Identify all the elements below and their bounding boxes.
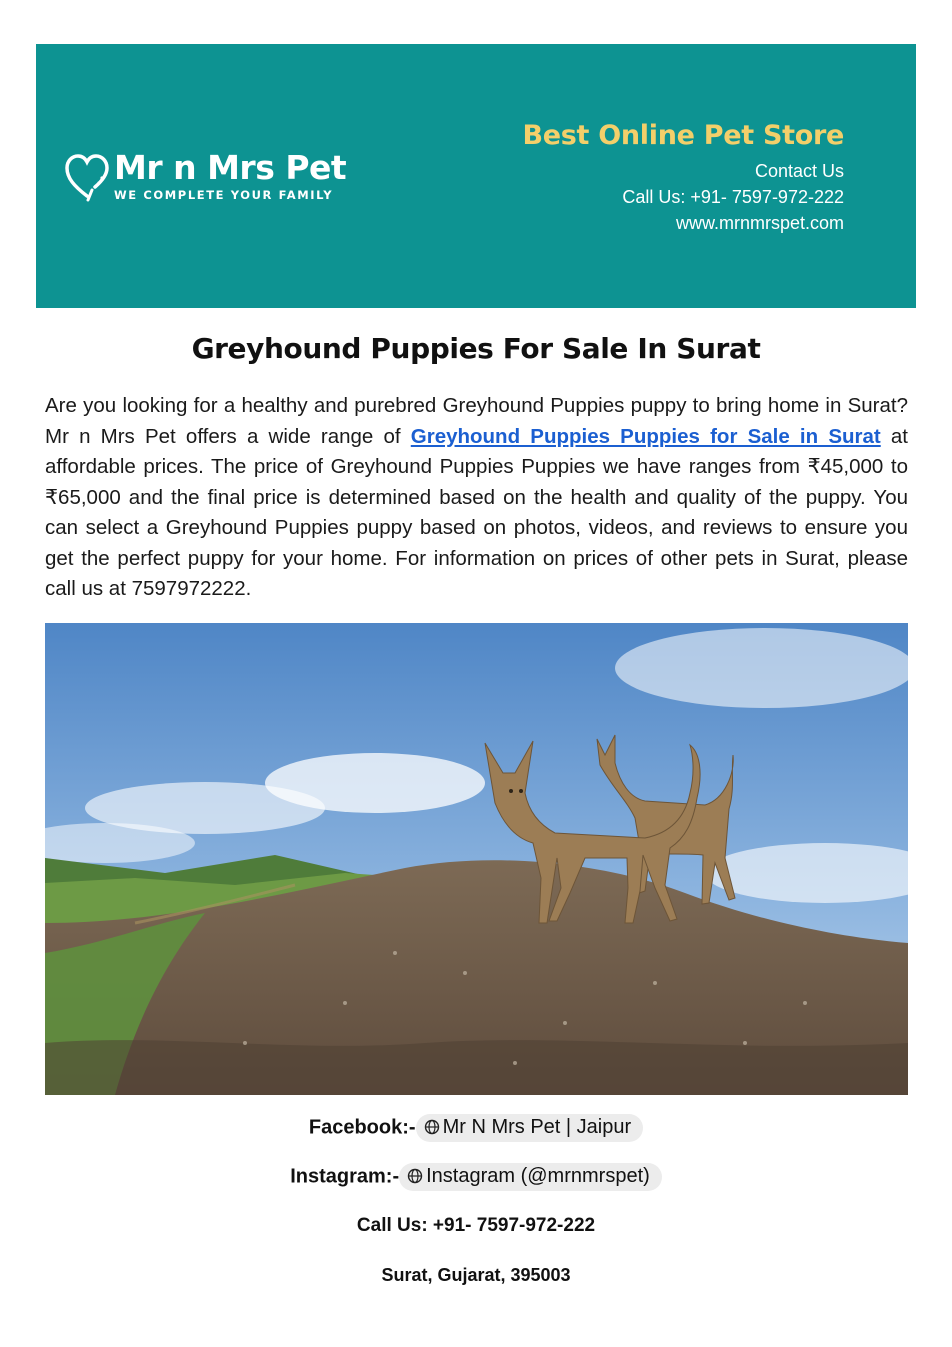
facebook-row — [0, 1114, 952, 1142]
page-title: Greyhound Puppies For Sale In Surat — [191, 332, 761, 365]
photo-illustration — [45, 623, 908, 1095]
logo-name: Mr n Mrs Pet — [114, 148, 347, 187]
contact-us-link[interactable]: Contact Us — [754, 161, 844, 181]
facebook-label: Facebook:- — [308, 1116, 416, 1139]
instagram-row — [0, 1163, 952, 1191]
footer-phone[interactable]: Call Us: +91- 7597-972-222 — [356, 1215, 596, 1236]
instagram-chip-text: Instagram (@mrnmrspet) — [426, 1165, 650, 1187]
intro-text-before: Are you looking for a healthy and purebred Greyhound Puppies puppy to bring home in Surat? Mr n Mrs Pet offers a wide range of — [45, 394, 908, 448]
footer-address: Surat, Gujarat, 395003 — [381, 1265, 571, 1285]
header-banner — [36, 44, 916, 308]
globe-icon — [407, 1168, 423, 1184]
instagram-link[interactable] — [399, 1163, 662, 1191]
sale-link[interactable]: Greyhound Puppies Puppies for Sale in Surat — [410, 424, 881, 448]
intro-text-after: at affordable prices. The price of Greyhound Puppies Puppies we have ranges from ₹45,000 to ₹65,000 and the final price is determined based on the health and quality of the puppy. You can select a Greyhound Puppies puppy based on photos, videos, and reviews to ensure you get the perfect puppy for your home. For information on prices of other pets in Surat, please call us at 7597972222. — [45, 424, 909, 600]
header-phone[interactable]: Call Us: +91- 7597-972-222 — [622, 187, 844, 207]
brand-logo[interactable] — [64, 148, 354, 208]
globe-icon — [424, 1119, 440, 1135]
logo-tagline: WE COMPLETE YOUR FAMILY — [114, 188, 334, 202]
contact-block — [522, 120, 844, 236]
website-link[interactable]: www.mrnmrspet.com — [675, 213, 844, 233]
instagram-label: Instagram:- — [290, 1165, 400, 1188]
facebook-link[interactable] — [416, 1114, 644, 1142]
greyhound-photo — [45, 623, 908, 1095]
heart-logo-icon — [64, 152, 110, 204]
intro-paragraph — [45, 391, 908, 605]
store-title: Best Online Pet Store — [522, 120, 844, 151]
facebook-chip-text: Mr N Mrs Pet | Jaipur — [442, 1116, 632, 1138]
